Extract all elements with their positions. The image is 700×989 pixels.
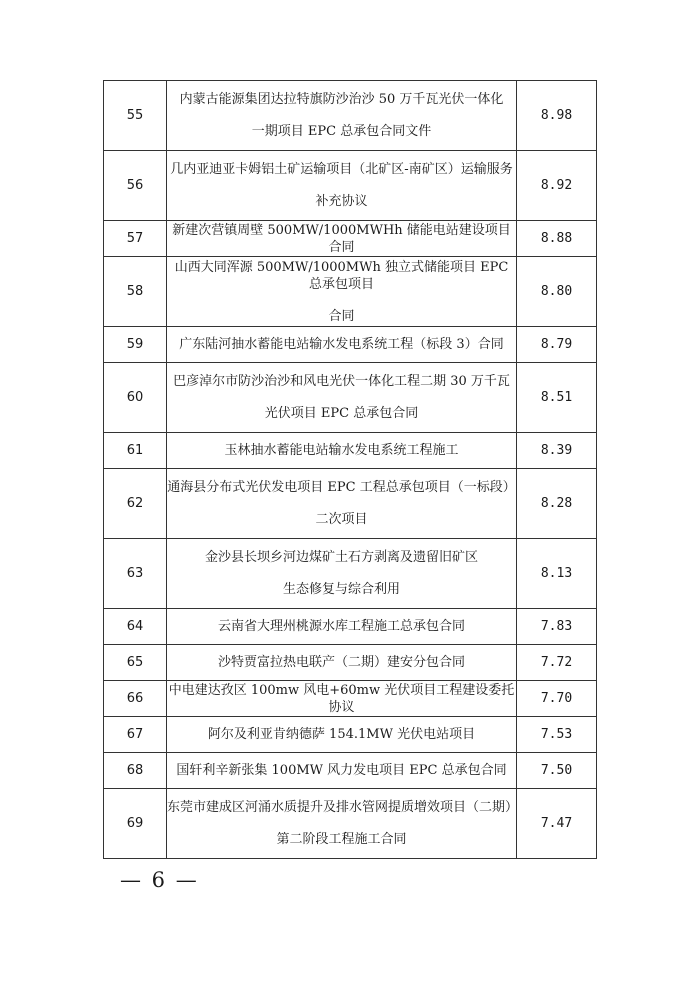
project-name-cell xyxy=(167,789,517,859)
project-name-line: 山西大同浑源 500MW/1000MWh 独立式储能项目 EPC 总承包项目 xyxy=(174,259,509,292)
table-row xyxy=(104,539,597,609)
row-number: 60 xyxy=(104,363,167,433)
contract-value: 8.88 xyxy=(517,221,597,257)
project-name-line: 光伏项目 EPC 总承包合同 xyxy=(264,406,419,421)
row-number: 62 xyxy=(104,469,167,539)
contract-table xyxy=(103,80,597,859)
contract-value: 7.50 xyxy=(517,753,597,789)
table-row xyxy=(104,257,597,327)
row-number: 63 xyxy=(104,539,167,609)
project-name-line: 金沙县长坝乡河边煤矿土石方剥离及遗留旧矿区 xyxy=(204,550,478,565)
row-number: 64 xyxy=(104,609,167,645)
table-row xyxy=(104,609,597,645)
table-row xyxy=(104,789,597,859)
project-name-line: 云南省大理州桃源水库工程施工总承包合同 xyxy=(217,619,465,634)
project-name-line: 一期项目 EPC 总承包合同文件 xyxy=(251,124,432,139)
table-row xyxy=(104,327,597,363)
contract-value: 7.70 xyxy=(517,681,597,717)
table-row xyxy=(104,221,597,257)
project-name-line: 玉林抽水蓄能电站输水发电系统工程施工 xyxy=(224,443,459,458)
project-name-cell xyxy=(167,363,517,433)
contract-value: 8.28 xyxy=(517,469,597,539)
table-row xyxy=(104,717,597,753)
contract-value: 8.13 xyxy=(517,539,597,609)
contract-value: 8.51 xyxy=(517,363,597,433)
project-name-cell xyxy=(167,681,517,717)
row-number: 55 xyxy=(104,81,167,151)
project-name-cell xyxy=(167,469,517,539)
table-row xyxy=(104,753,597,789)
project-name-line: 沙特贾富拉热电联产（二期）建安分包合同 xyxy=(217,655,465,670)
project-name-line: 内蒙古能源集团达拉特旗防沙治沙 50 万千瓦光伏一体化 xyxy=(179,92,504,107)
project-name-line: 中电建达孜区 100mw 风电+60mw 光伏项目工程建设委托协议 xyxy=(168,682,515,715)
project-name-line: 补充协议 xyxy=(315,194,368,209)
contract-value: 8.98 xyxy=(517,81,597,151)
contract-value: 7.53 xyxy=(517,717,597,753)
project-name-line: 新建次营镇周壁 500MW/1000MWHh 储能电站建设项目合同 xyxy=(172,222,511,255)
project-name-line: 广东陆河抽水蓄能电站输水发电系统工程（标段 3）合同 xyxy=(179,337,504,352)
project-name-cell xyxy=(167,81,517,151)
project-name-line: 几内亚迪亚卡姆铝土矿运输项目（北矿区-南矿区）运输服务 xyxy=(170,162,513,177)
table-row xyxy=(104,645,597,681)
project-name-line: 生态修复与综合利用 xyxy=(282,582,400,597)
page-number: — 6 — xyxy=(120,868,199,892)
row-number: 68 xyxy=(104,753,167,789)
project-name-cell xyxy=(167,645,517,681)
contract-table-body xyxy=(104,81,597,859)
row-number: 57 xyxy=(104,221,167,257)
project-name-cell xyxy=(167,257,517,327)
row-number: 56 xyxy=(104,151,167,221)
row-number: 59 xyxy=(104,327,167,363)
project-name-line: 阿尔及利亚肯纳德萨 154.1MW 光伏电站项目 xyxy=(207,727,476,742)
contract-value: 7.83 xyxy=(517,609,597,645)
row-number: 69 xyxy=(104,789,167,859)
row-number: 65 xyxy=(104,645,167,681)
project-name-cell xyxy=(167,221,517,257)
contract-value: 8.80 xyxy=(517,257,597,327)
project-name-cell xyxy=(167,433,517,469)
table-row xyxy=(104,469,597,539)
row-number: 58 xyxy=(104,257,167,327)
project-name-line: 第二阶段工程施工合同 xyxy=(276,832,407,847)
project-name-cell xyxy=(167,753,517,789)
contract-value: 7.47 xyxy=(517,789,597,859)
project-name-cell xyxy=(167,327,517,363)
project-name-line: 东莞市建成区河涌水质提升及排水管网提质增效项目（二期） xyxy=(167,800,519,815)
table-row xyxy=(104,681,597,717)
contract-value: 7.72 xyxy=(517,645,597,681)
row-number: 61 xyxy=(104,433,167,469)
table-row xyxy=(104,151,597,221)
project-name-line: 二次项目 xyxy=(315,512,368,527)
project-name-line: 国轩利辛新张集 100MW 风力发电项目 EPC 总承包合同 xyxy=(176,763,507,778)
contract-value: 8.39 xyxy=(517,433,597,469)
row-number: 66 xyxy=(104,681,167,717)
project-name-line: 合同 xyxy=(328,308,355,324)
project-name-cell xyxy=(167,151,517,221)
table-row xyxy=(104,81,597,151)
project-name-cell xyxy=(167,539,517,609)
table-row xyxy=(104,433,597,469)
project-name-line: 巴彦淖尔市防沙治沙和风电光伏一体化工程二期 30 万千瓦 xyxy=(173,374,510,389)
table-row xyxy=(104,363,597,433)
contract-value: 8.79 xyxy=(517,327,597,363)
project-name-cell xyxy=(167,609,517,645)
row-number: 67 xyxy=(104,717,167,753)
contract-value: 8.92 xyxy=(517,151,597,221)
project-name-line: 通海县分布式光伏发电项目 EPC 工程总承包项目（一标段） xyxy=(167,480,516,495)
project-name-cell xyxy=(167,717,517,753)
